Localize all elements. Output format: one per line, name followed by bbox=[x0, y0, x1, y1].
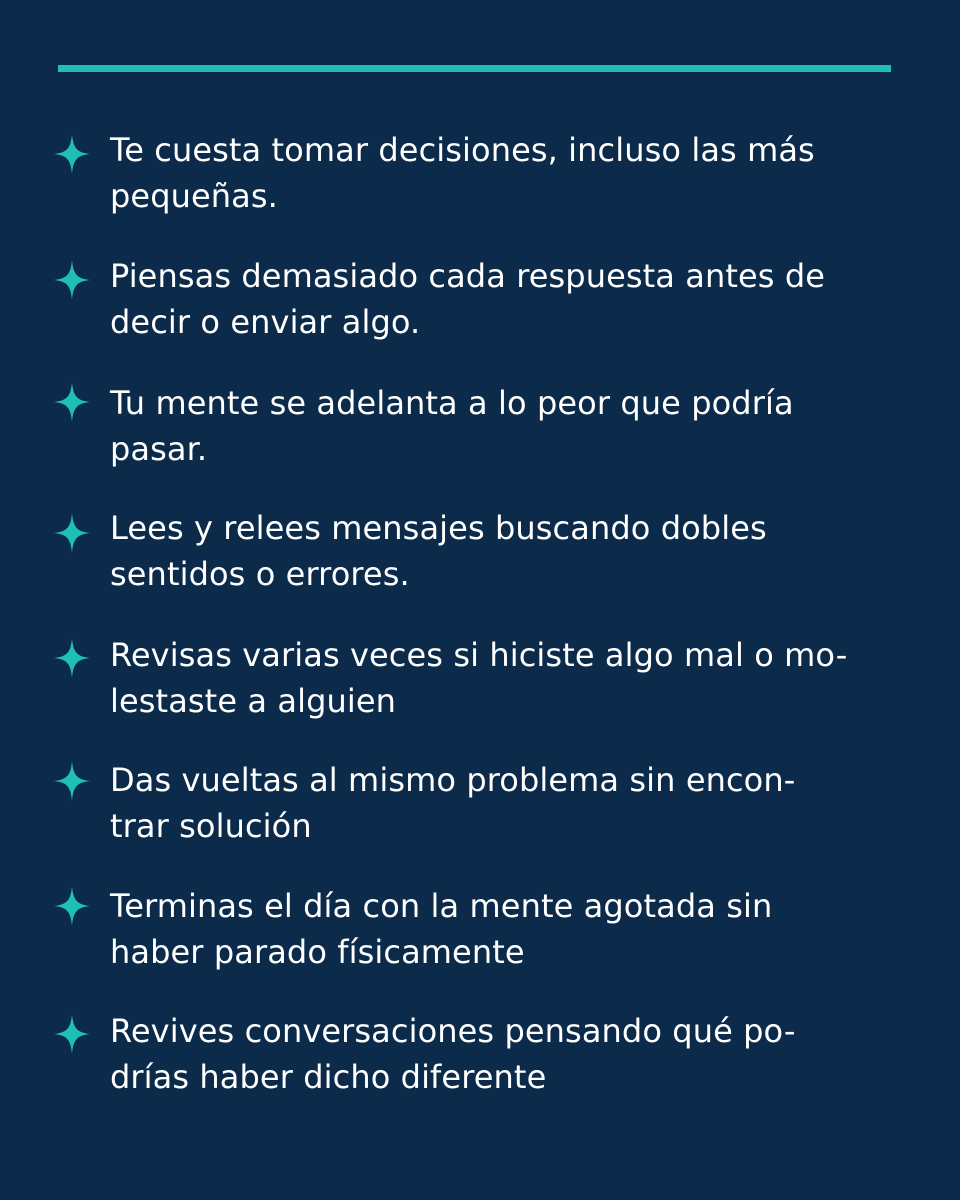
item-text-line-1: Revives conversaciones pensando qué po- bbox=[110, 1012, 796, 1050]
item-text-line-2: pasar. bbox=[110, 430, 208, 468]
sparkle-icon bbox=[54, 638, 90, 678]
sparkle-icon bbox=[54, 382, 90, 422]
sparkle-icon bbox=[54, 134, 90, 174]
item-text-line-1: Lees y relees mensajes buscando dobles bbox=[110, 509, 767, 547]
item-text-line-1: Tu mente se adelanta a lo peor que podría bbox=[110, 384, 794, 422]
list-item bbox=[0, 760, 960, 860]
list-item bbox=[0, 256, 960, 356]
list-item bbox=[0, 130, 960, 230]
list-item bbox=[0, 383, 960, 483]
sparkle-icon bbox=[54, 1014, 90, 1054]
item-text-line-2: drías haber dicho diferente bbox=[110, 1058, 547, 1096]
list-item bbox=[0, 886, 960, 986]
item-text-line-2: pequeñas. bbox=[110, 177, 278, 215]
item-text-line-1: Terminas el día con la mente agotada sin bbox=[110, 887, 773, 925]
item-text-line-1: Das vueltas al mismo problema sin encon- bbox=[110, 761, 796, 799]
sparkle-icon bbox=[54, 886, 90, 926]
top-accent-rule bbox=[58, 65, 891, 72]
item-text-line-2: lestaste a alguien bbox=[110, 682, 397, 720]
item-text-line-2: trar solución bbox=[110, 807, 312, 845]
list-item bbox=[0, 635, 960, 735]
sparkle-icon bbox=[54, 761, 90, 801]
sparkle-icon bbox=[54, 513, 90, 553]
item-text-line-1: Te cuesta tomar decisiones, incluso las más bbox=[110, 131, 815, 169]
item-text-line-2: sentidos o errores. bbox=[110, 555, 410, 593]
list-item bbox=[0, 1011, 960, 1111]
item-text-line-2: decir o enviar algo. bbox=[110, 303, 421, 341]
item-text-line-1: Piensas demasiado cada respuesta antes de bbox=[110, 257, 826, 295]
sparkle-icon bbox=[54, 260, 90, 300]
list-item bbox=[0, 508, 960, 608]
item-text-line-2: haber parado físicamente bbox=[110, 933, 525, 971]
item-text-line-1: Revisas varias veces si hiciste algo mal o mo- bbox=[110, 636, 848, 674]
